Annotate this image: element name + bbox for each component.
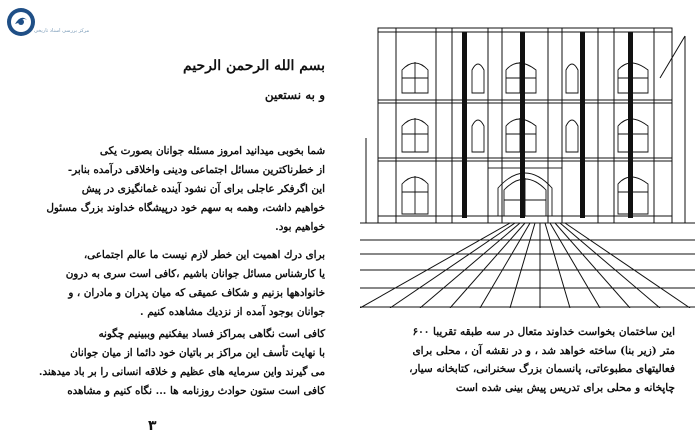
text-line: جوانان بوجود آمده از نزدیك مشاهده کنیم . [140, 306, 325, 318]
caption-line: متر (زیر بنا) ساخته خواهد شد ، و در نقشه آن ، محلی برای [412, 344, 675, 357]
text-line: خانوادهها بزنیم و شکاف عمیقی که میان پدران و مادران ، و [68, 287, 325, 299]
paragraph [15, 246, 325, 322]
page-heading: بسم الله الرحمن الرحیم [183, 58, 325, 74]
text-line: با نهایت تأسف این مراکز بر باتیان خود دائما از میان جوانان [70, 347, 325, 359]
watermark-text: مرکز بررسی اسناد تاریخی [34, 28, 90, 34]
text-line: کافی است نگاهی بمراکز فساد بیفکنیم وببینیم چگونه [98, 328, 325, 340]
text-line: شما بخوبی میدانید امروز مسئله جوانان بصورت یکی [99, 145, 325, 157]
archive-logo-icon [5, 6, 37, 38]
illustration-caption [355, 323, 675, 397]
text-line: خواهیم داشت، وهمه به سهم خود درپیشگاه خداوند بزرگ مسئول [46, 202, 325, 214]
building-illustration [360, 18, 695, 308]
page-number: ۳ [148, 418, 157, 434]
page-subheading: و به نستعین [264, 88, 325, 102]
caption-line: این ساختمان بخواست خداوند متعال در سه طبقه تقریبا ۶۰۰ [412, 326, 675, 338]
text-line: می گیرند واین سرمایه های عظیم و خلاقه انسانی را بر باد میدهند. [38, 366, 325, 378]
paragraph [15, 325, 325, 401]
caption-line: چاپخانه و محلی برای تدریس پیش بینی شده است [455, 381, 675, 394]
text-line: این اگرفکر عاجلی برای آن نشود آینده غمانگیزی در پیش [81, 183, 325, 195]
text-line: کافی است ستون حوادث روزنامه ها ... نگاه کنیم و مشاهده [67, 385, 325, 397]
caption-line: فعالیتهای مطبوعاتی، پانسمان بزرگ سخنرانی، کتابخانه سیار، [409, 363, 675, 375]
text-line: از خطرناکترین مسائل اجتماعی ودینی واخلاقی درآمده بنابر- [67, 164, 325, 176]
left-page [0, 0, 345, 441]
right-page [345, 0, 700, 441]
text-line: یا کارشناس مسائل جوانان باشیم ،کافی است سری به درون [65, 268, 325, 280]
paragraph [15, 142, 325, 237]
text-line: خواهیم بود. [275, 221, 325, 233]
text-line: برای درك اهمیت این خطر لازم نیست ما عالم اجتماعی، [83, 249, 325, 261]
